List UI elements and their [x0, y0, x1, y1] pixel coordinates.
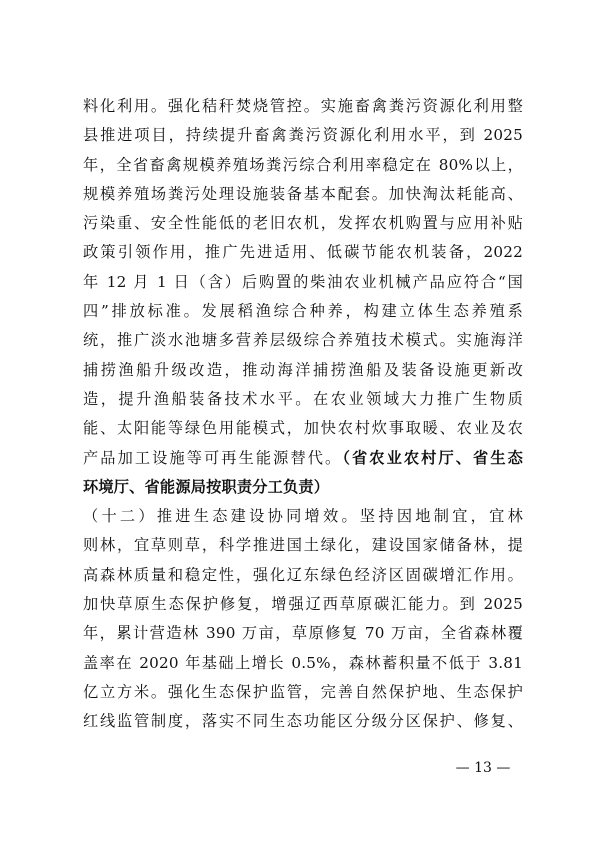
text-line: 污染重、安全性能低的老旧农机，发挥农机购置与应用补贴: [83, 214, 523, 233]
text-line: 则林，宜草则草，科学推进国土绿化，建设国家储备林，提: [83, 536, 523, 555]
text-line: 红线监管制度，落实不同生态功能区分级分区保护、修复、: [83, 712, 523, 731]
text-fragment: 产品加工设施等可再生能源替代。: [83, 448, 343, 467]
responsibility-note: （省农业农村厅、省生态: [342, 448, 523, 467]
text-line: 捕捞渔船升级改造，推动海洋捕捞渔船及装备设施更新改: [83, 360, 523, 379]
page-number: — 13 —: [455, 760, 511, 776]
text-line: 高森林质量和稳定性，强化辽东绿色经济区固碳增汇作用。: [83, 565, 523, 584]
text-line: 亿立方米。强化生态保护监管，完善自然保护地、生态保护: [83, 682, 523, 701]
text-line: 统，推广淡水池塘多营养层级综合养殖技术模式。实施海洋: [83, 331, 523, 350]
text-line: 盖率在 2020 年基础上增长 0.5%，森林蓄积量不低于 3.81: [83, 653, 523, 672]
text-line: 年，全省畜禽规模养殖场粪污综合利用率稳定在 80%以上，: [83, 155, 523, 174]
text-line-with-responsibility: [83, 444, 523, 473]
text-line: 政策引领作用，推广先进适用、低碳节能农机装备，2022: [83, 243, 523, 262]
text-line: 县推进项目，持续提升畜禽粪污资源化利用水平，到 2025: [83, 126, 523, 145]
text-line: 能、太阳能等绿色用能模式，加快农村炊事取暖、农业及农: [83, 419, 523, 438]
responsibility-note-continued: 环境厅、省能源局按职责分工负责）: [83, 477, 330, 496]
text-line: 规模养殖场粪污处理设施装备基本配套。加快淘汰耗能高、: [83, 184, 523, 203]
text-line: 年，累计营造林 390 万亩，草原修复 70 万亩，全省森林覆: [83, 624, 523, 643]
text-line: 四”排放标准。发展稻渔综合种养，构建立体生态养殖系: [83, 302, 523, 321]
section-heading-line: （十二）推进生态建设协同增效。坚持因地制宜，宜林: [83, 507, 523, 526]
text-line: 加快草原生态保护修复，增强辽西草原碳汇能力。到 2025: [83, 595, 523, 614]
text-line: 造，提升渔船装备技术水平。在农业领域大力推广生物质: [83, 389, 523, 408]
text-line: 料化利用。强化秸秆焚烧管控。实施畜禽粪污资源化利用整: [83, 97, 523, 115]
text-line: 年 12 月 1 日（含）后购置的柴油农业机械产品应符合“国: [83, 272, 523, 291]
responsibility-line: [83, 473, 523, 502]
body-text: [83, 92, 523, 737]
